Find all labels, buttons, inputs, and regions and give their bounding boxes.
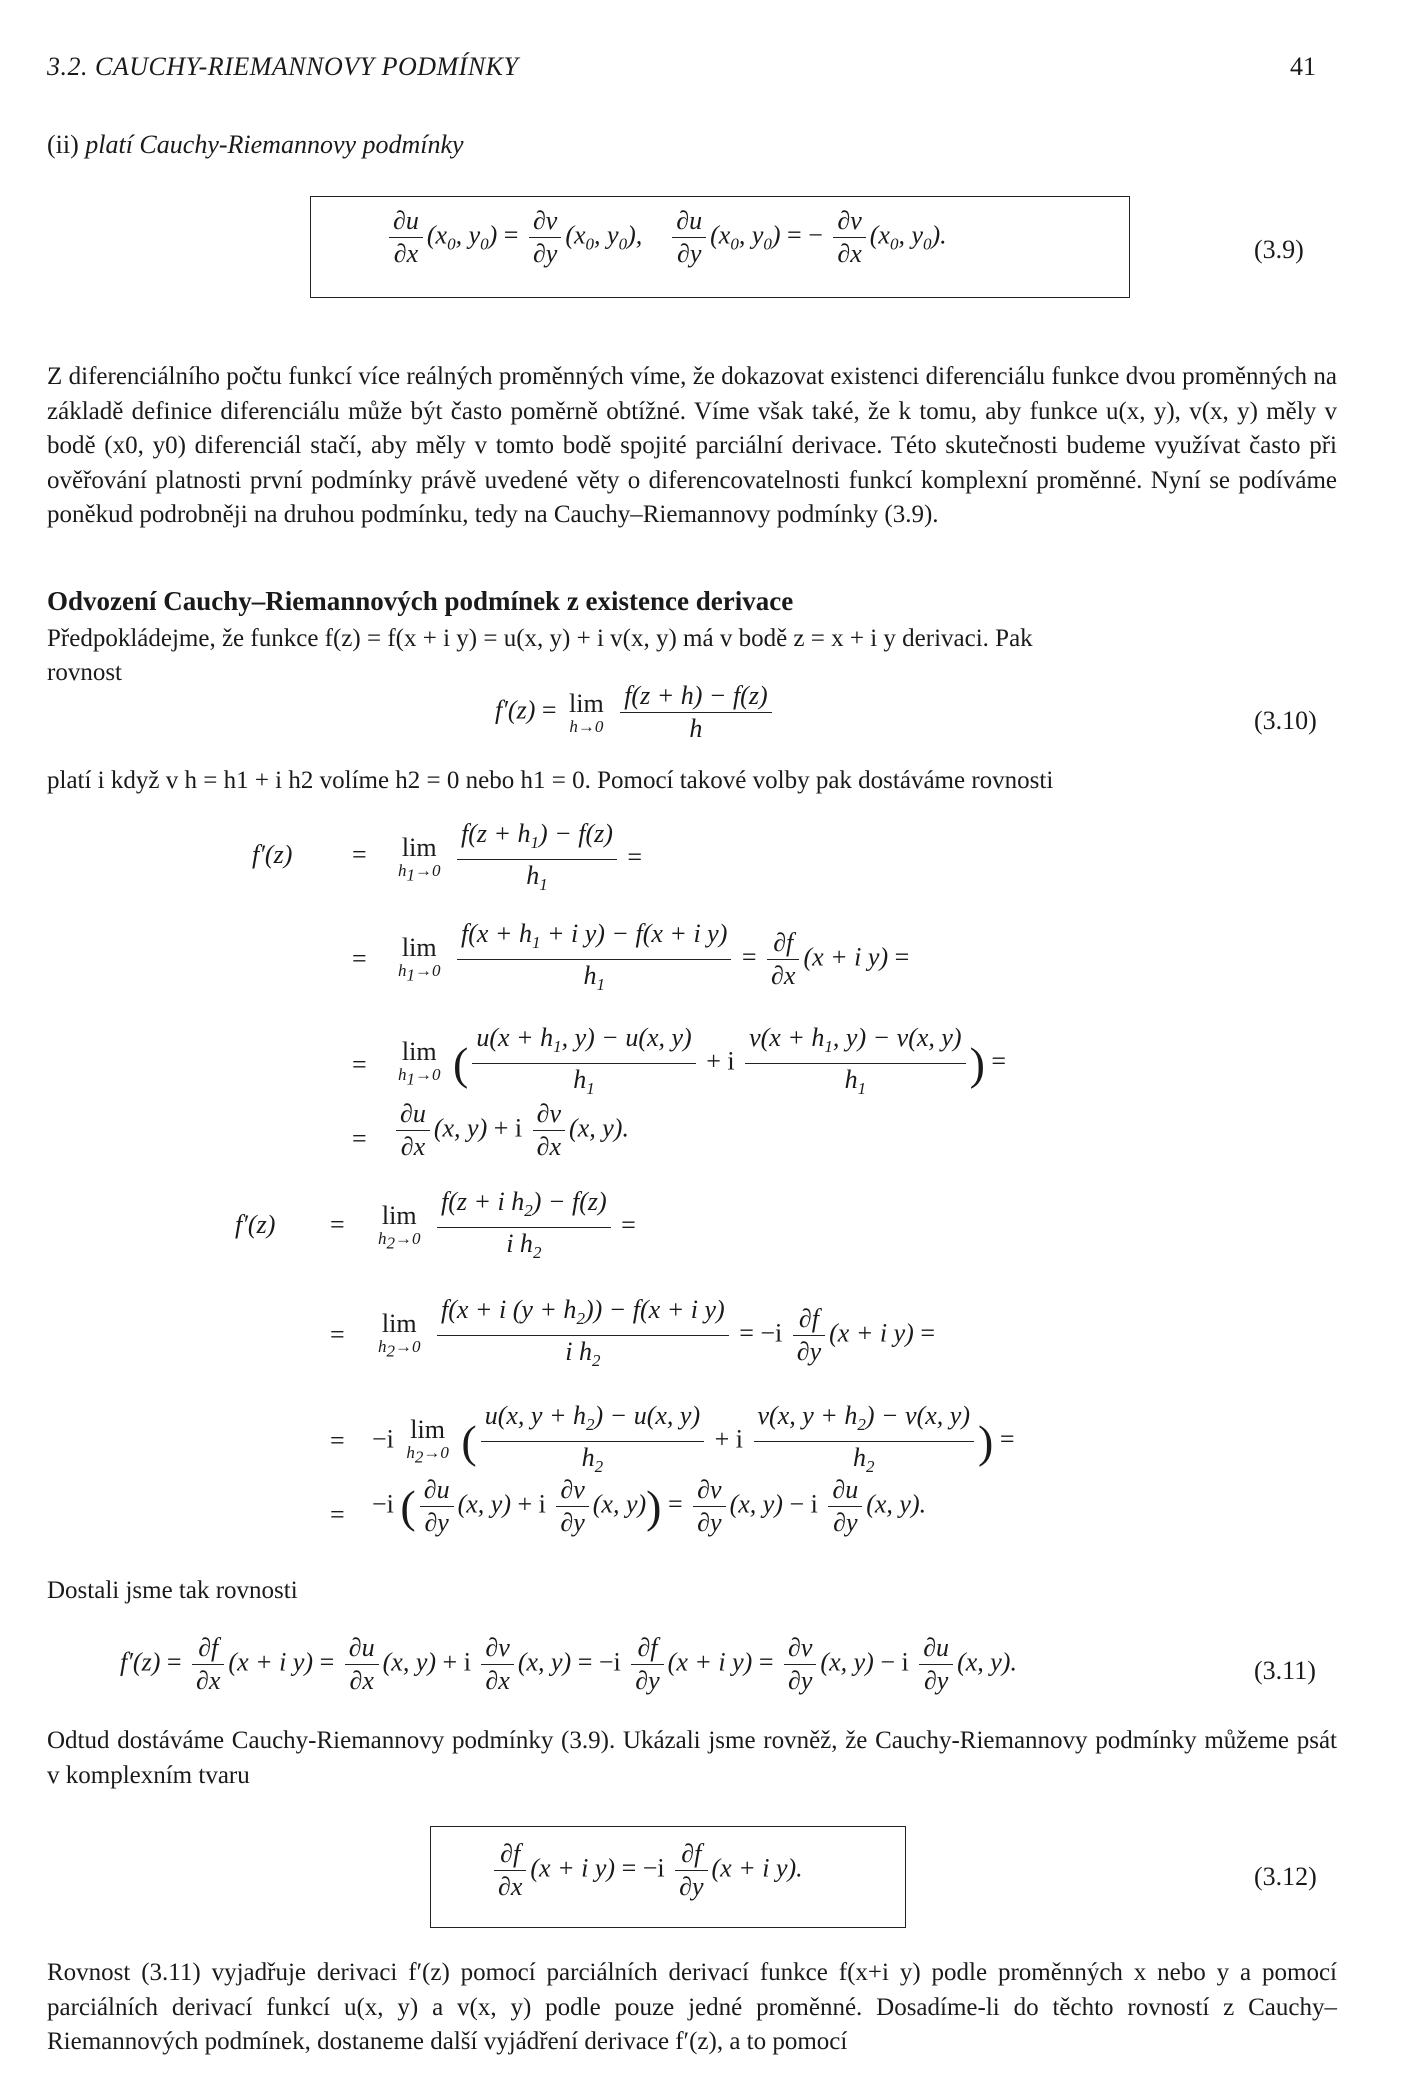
- eq-sign-3: =: [352, 1050, 367, 1079]
- lhs-f-prime-2: f′(z): [235, 1210, 276, 1239]
- paragraph-2-line-2: rovnost: [47, 659, 122, 686]
- section-title: Odvození Cauchy–Riemannových podmínek z existence derivace: [47, 586, 794, 616]
- equation-3-9: $\frac{\partial u}{\partial x}$ ($x_0$, $y_0$) = $\frac{\partial v}{\partial y}$ ($x_0$, $y_0$), $\frac{\partial u}{\partial y}$ ($x_0$, $y_0$) = − $\frac{\partial v}{\partial x}$ ($x_0$, $y_0$).: [385, 205, 947, 270]
- paragraph-2-line-1: Předpokládejme, že funkce f(z) = f(x + i y) = u(x, y) + i v(x, y) má v bodě z = x + i y derivaci. Pak: [47, 625, 1033, 652]
- equation-3-10: f′(z) = lim h→0 $\frac{f(z + h) - f(z)}{h}$: [495, 680, 776, 745]
- eq-sign-5: =: [330, 1210, 345, 1239]
- derivation-line-1: lim $h_1\to 0$ $\frac{f(z + h_1) - f(z)}{h_1}$ =: [398, 819, 643, 895]
- running-header: 3.2. CAUCHY-RIEMANNOVY PODMÍNKY: [47, 52, 519, 81]
- derivation-line-4: $\frac{\partial u}{\partial x}$ (x, y) + i $\frac{\partial v}{\partial x}$ (x, y).: [392, 1098, 629, 1163]
- eq-sign-4: =: [352, 1124, 367, 1153]
- equation-number-3-12: (3.12): [1254, 1862, 1317, 1891]
- eq-sign-1: =: [352, 840, 367, 869]
- eq-sign-6: =: [330, 1320, 345, 1349]
- paragraph-5: Odtud dostáváme Cauchy-Riemannovy podmínky (3.9). Ukázali jsme rovněž, že Cauchy-Riemannovy podmínky můžeme psát v komplexním tvaru: [47, 1727, 1337, 1789]
- equation-number-3-9: (3.9): [1254, 235, 1304, 264]
- eq-sign-7: =: [330, 1426, 345, 1455]
- equation-3-11: f′(z) = $\frac{\partial f}{\partial x}$ (x + i y) = $\frac{\partial u}{\partial x}$ (x, y) + i $\frac{\partial v}{\partial x}$ (x, y) = −i $\frac{\partial f}{\partial y}$ (x + i y) = $\frac{\partial v}{\partial y}$ (x, y) − i $\frac{\partial u}{\partial y}$ (x, y).: [120, 1633, 1017, 1695]
- list-marker: (ii): [47, 130, 79, 159]
- lhs-f-prime-1: f′(z): [252, 840, 293, 869]
- eq-sign-8: =: [330, 1500, 345, 1529]
- derivation-line-8: −i ( $\frac{\partial u}{\partial y}$ (x, y) + i $\frac{\partial v}{\partial y}$ (x, y)) = $\frac{\partial v}{\partial y}$ (x, y) − i $\frac{\partial u}{\partial y}$ (x, y).: [372, 1475, 927, 1537]
- derivation-line-6: lim $h_2\to 0$ $\frac{f(x + i (y + h_2)) - f(x + i y)}{i h_2}$ = −i $\frac{\partial f}{\partial y}$ (x + i y) =: [378, 1295, 935, 1371]
- eq-sign-2: =: [352, 944, 367, 973]
- paragraph-1: Z diferenciálního počtu funkcí více reálných proměnných víme, že dokazovat existenci diferenciálu funkce dvou proměnných na základě definice diferenciálu může být často poměrně obtížné. Víme však také, že k tomu, aby funkce u(x, y), v(x, y) měly v bodě (x0, y0) diferenciál stačí, aby měly v tomto bodě spojité parciální derivace. Této skutečnosti budeme využívat často při ověřování platnosti první podmínky právě uvedené věty o diferencovatelnosti funkcí komplexní proměnné. Nyní se podíváme poněkud podrobněji na druhou podmínku, tedy na Cauchy–Riemannovy podmínky (3.9).: [47, 363, 1337, 528]
- paragraph-3: platí i když v h = h1 + i h2 volíme h2 = 0 nebo h1 = 0. Pomocí takové volby pak dostáváme rovnosti: [47, 767, 1054, 794]
- derivation-line-3: lim $h_1\to 0$ ( $\frac{u(x + h_1, y) - u(x, y)}{h_1}$ + i $\frac{v(x + h_1, y) - v(x, y)}{h_1}$ ) =: [398, 1023, 1007, 1099]
- equation-3-12: $\frac{\partial f}{\partial x}$ (x + i y) = −i $\frac{\partial f}{\partial y}$ (x + i y).: [490, 1838, 803, 1903]
- list-item-text: platí Cauchy-Riemannovy podmínky: [85, 130, 464, 159]
- derivation-line-5: lim $h_2\to 0$ $\frac{f(z + i h_2) - f(z)}{i h_2}$ =: [378, 1187, 636, 1263]
- list-item-ii: [47, 130, 464, 160]
- equation-number-3-10: (3.10): [1254, 706, 1317, 735]
- derivation-line-2: lim $h_1\to 0$ $\frac{f(x + h_1 + i y) - f(x + i y)}{h_1}$ = $\frac{\partial f}{\partial x}$ (x + i y) =: [398, 919, 910, 995]
- paragraph-4: Dostali jsme tak rovnosti: [47, 1577, 298, 1604]
- equation-number-3-11: (3.11): [1254, 1656, 1316, 1685]
- paragraph-6: Rovnost (3.11) vyjadřuje derivaci f′(z) pomocí parciálních derivací funkce f(x+i y) podle proměnných x nebo y a pomocí parciálních derivací funkcí u(x, y) a v(x, y) podle pouze jedné proměnné. Dosadíme-li do těchto rovností z Cauchy–Riemannových podmínek, dostaneme další vyjádření derivace f′(z), a to pomocí: [47, 1959, 1337, 2055]
- derivation-line-7: −i lim $h_2\to 0$ ( $\frac{u(x, y + h_2) - u(x, y)}{h_2}$ + i $\frac{v(x, y + h_2) - v(x, y)}{h_2}$ ) =: [372, 1401, 1015, 1477]
- page-number: 41: [1290, 52, 1316, 81]
